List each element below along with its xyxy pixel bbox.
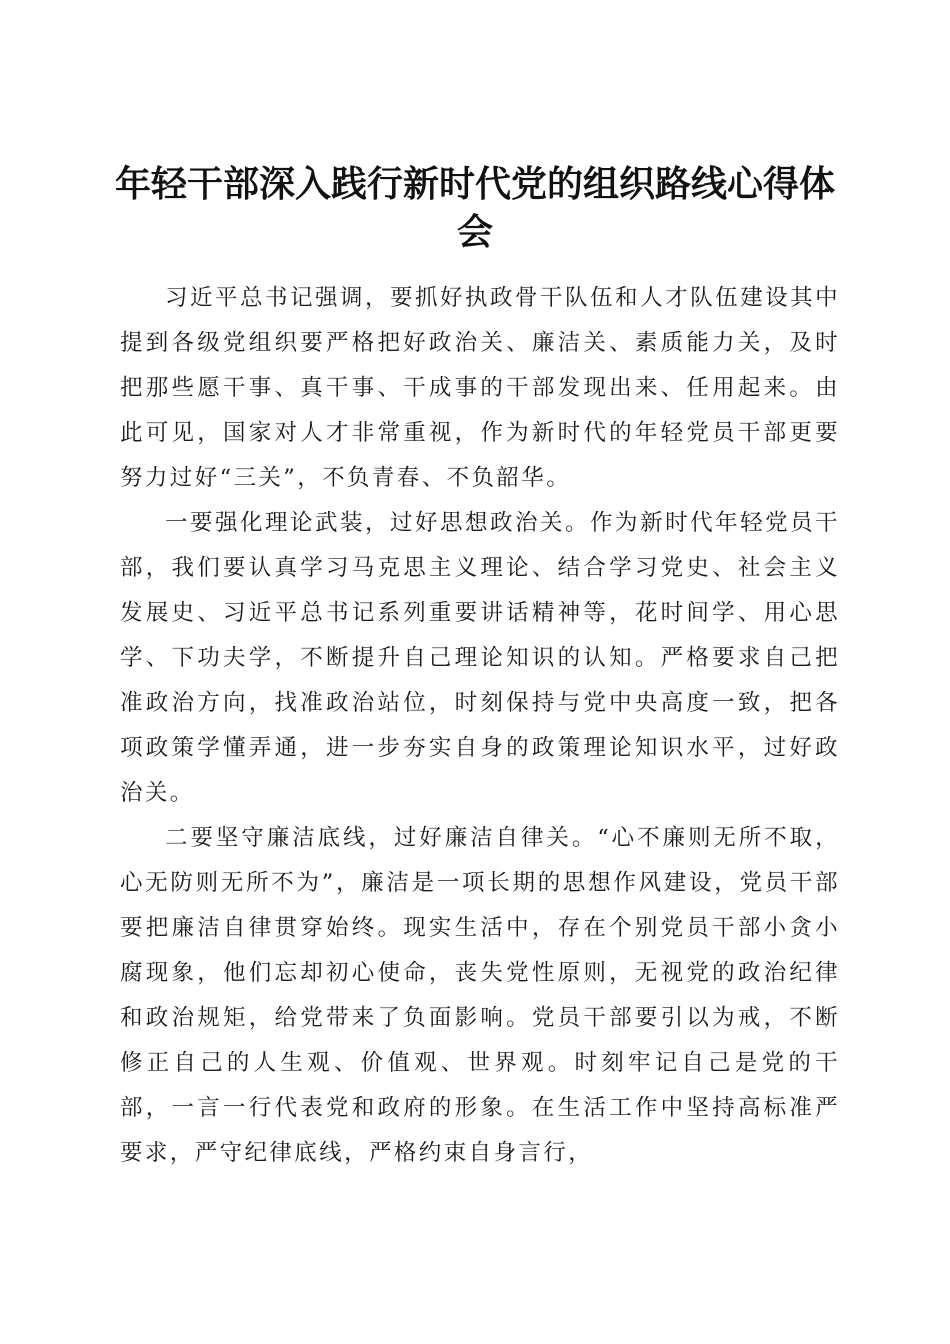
- paragraph-integrity: 二要坚守廉洁底线，过好廉洁自律关。“心不廉则无所不取，心无防则无所不为”，廉洁是一项长期的思想作风建设，党员干部要把廉洁自律贯穿始终。现实生活中，存在个别党员干部小贪小腐现象，他们忘却初心使命，丧失党性原则，无视党的政治纪律和政治规矩，给党带来了负面影响。党员干部要引以为戒，不断修正自己的人生观、价值观、世界观。时刻牢记自己是党的干部，一言一行代表党和政府的形象。在生活工作中坚持高标准严要求，严守纪律底线，严格约束自身言行，: [120, 825, 840, 1166]
- paragraph-intro: 习近平总书记强调，要抓好执政骨干队伍和人才队伍建设其中提到各级党组织要严格把好政治关、廉洁关、素质能力关，及时把那些愿干事、真干事、干成事的干部发现出来、任用起来。由此可见，国家对人才非常重视，作为新时代的年轻党员干部更要努力过好“三关”，不负青春、不负韶华。: [120, 285, 840, 491]
- document-body: [120, 276, 840, 1176]
- document-title: 年轻干部深入践行新时代党的组织路线心得体会: [114, 163, 835, 254]
- paragraph-political: 一要强化理论武装，过好思想政治关。作为新时代年轻党员干部，我们要认真学习马克思主义理论、结合学习党史、社会主义发展史、习近平总书记系列重要讲话精神等，花时间学、用心思学、下功夫学，不断提升自己理论知识的认知。严格要求自己把准政治方向，找准政治站位，时刻保持与党中央高度一致，把各项政策学懂弄通，进一步夯实自身的政策理论知识水平，过好政治关。: [120, 510, 840, 806]
